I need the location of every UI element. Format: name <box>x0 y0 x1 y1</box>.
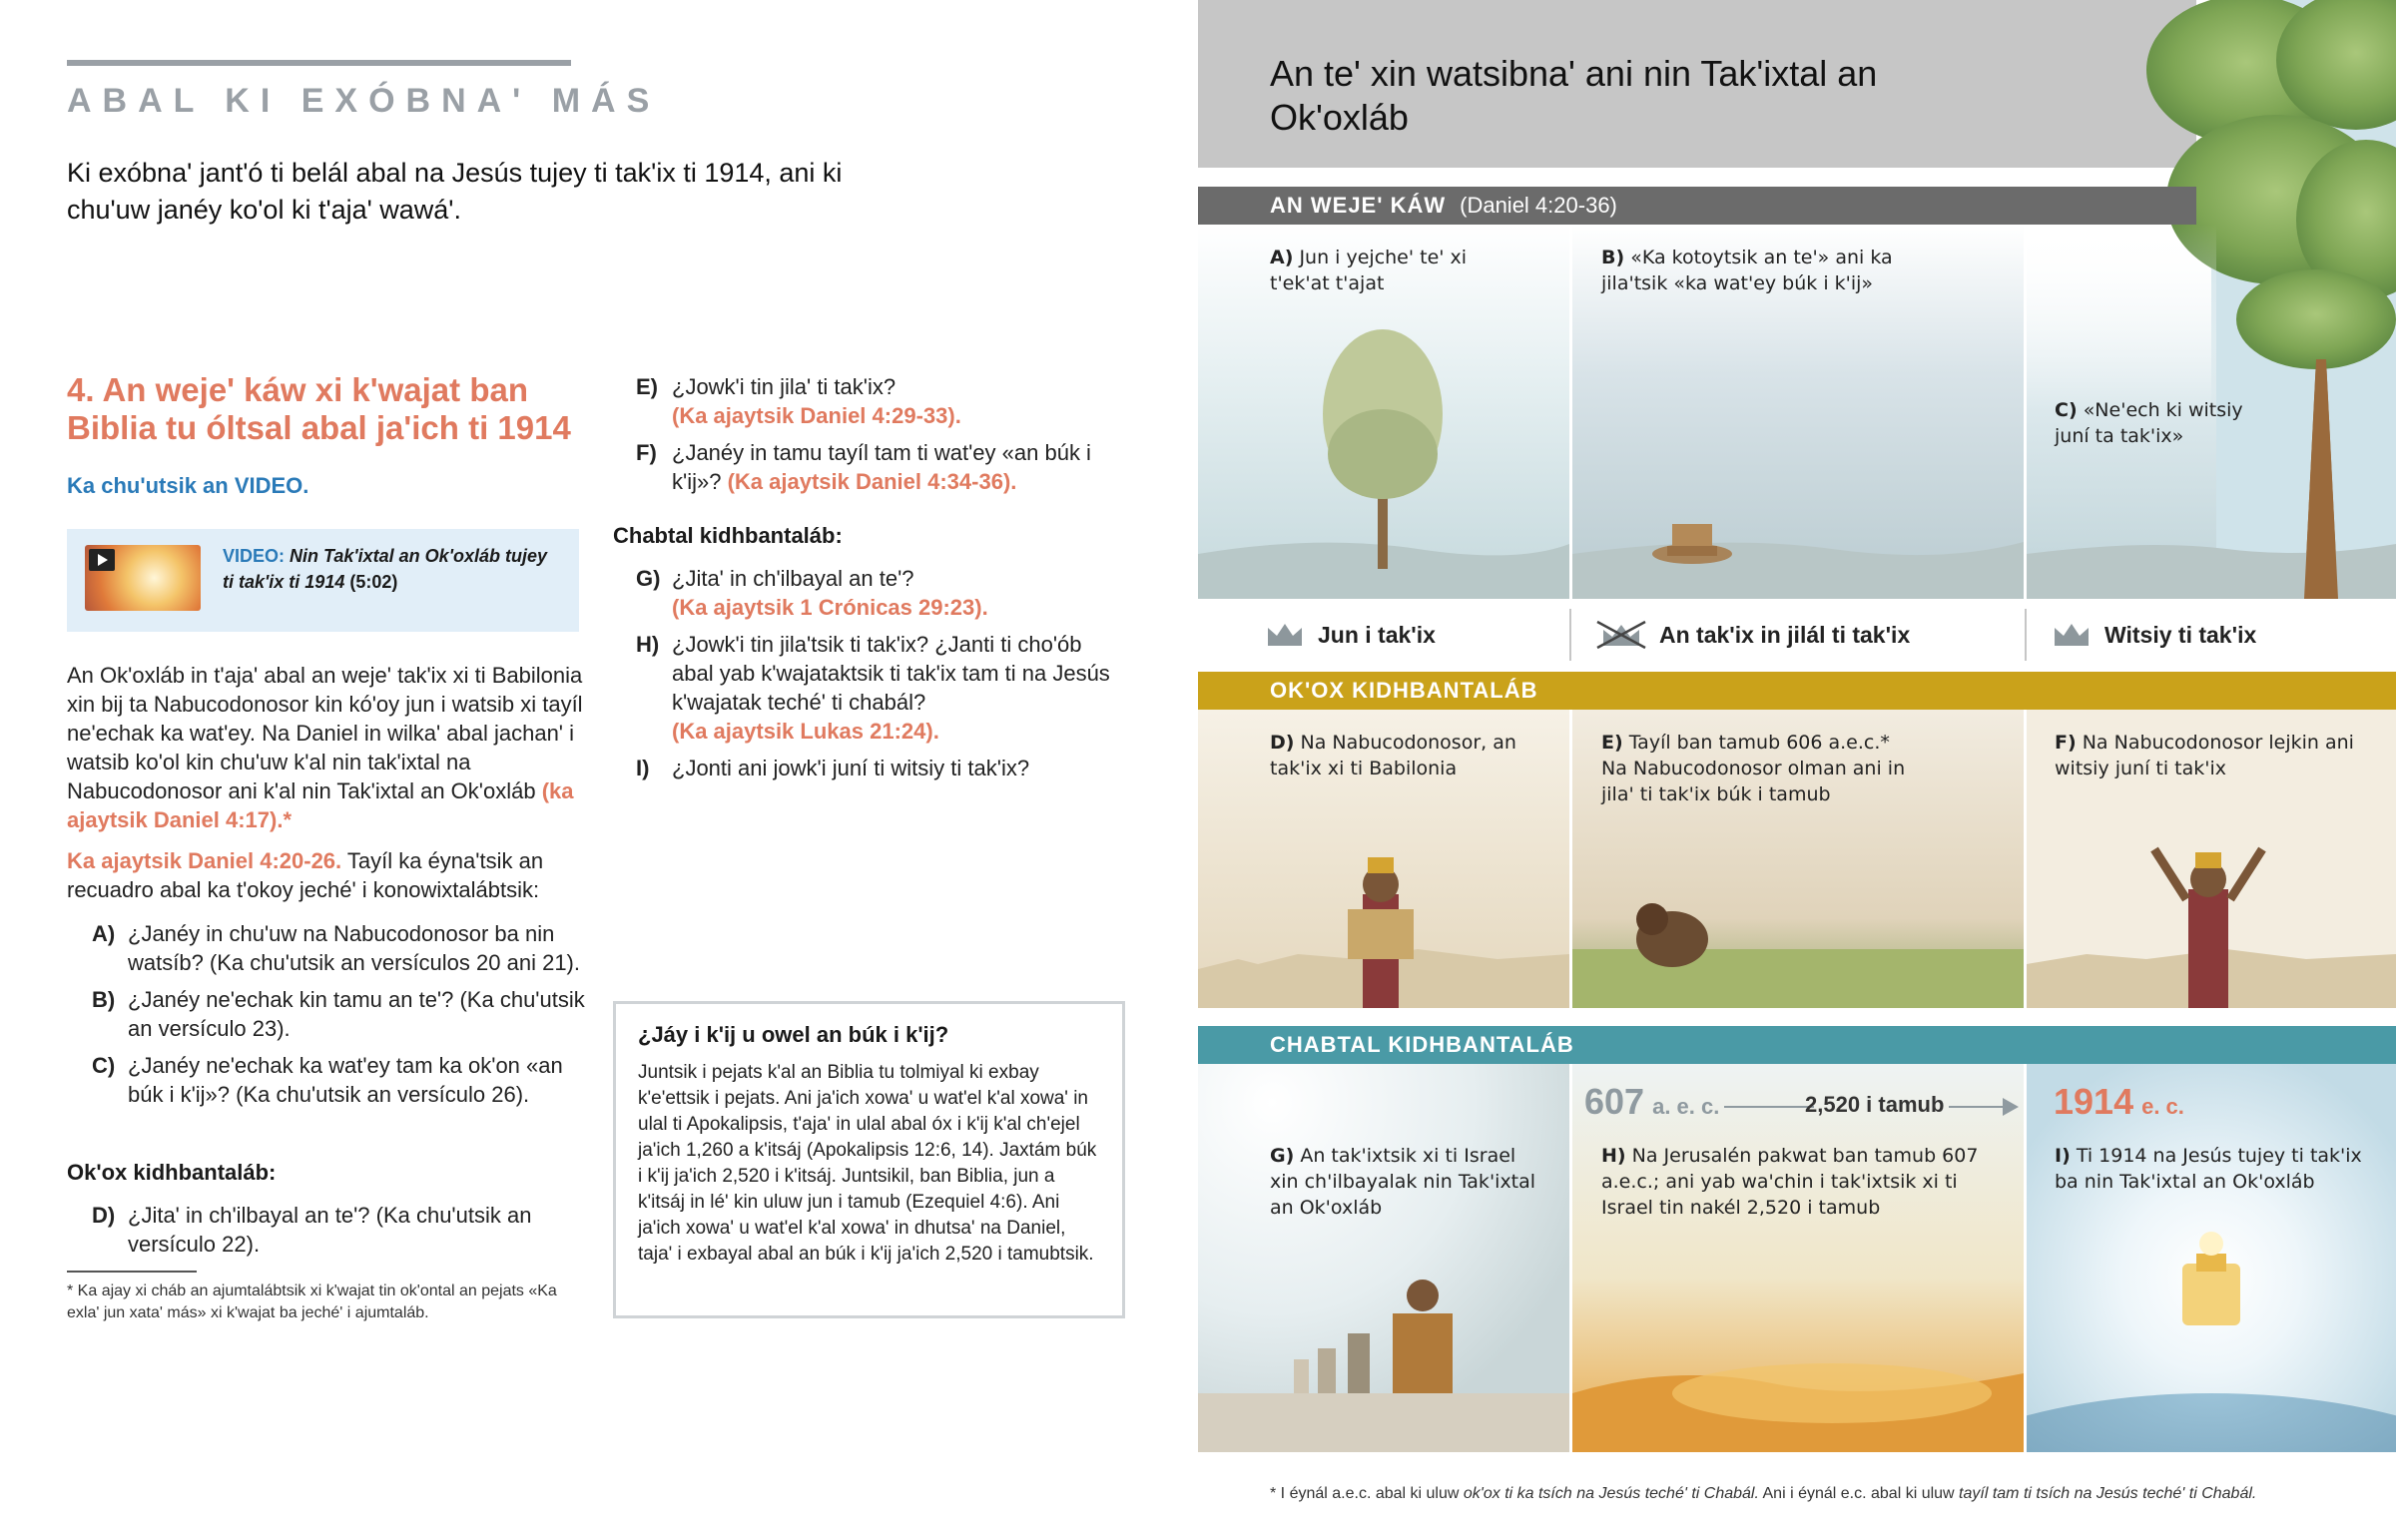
band3-label: CHABTAL KIDHBANTALÁB <box>1270 1032 1574 1057</box>
infographic <box>1198 0 2396 1540</box>
crown-icon <box>1266 622 1304 648</box>
kingship-cell-3 <box>2053 599 2256 671</box>
question-letter: E) <box>636 374 658 399</box>
arrow-right-icon <box>2003 1098 2019 1116</box>
question-item <box>636 754 1115 782</box>
footnote-right-a: * I éynál a.e.c. abal ki uluw <box>1270 1485 1464 1502</box>
question-text <box>672 564 1115 622</box>
question-item <box>92 985 591 1043</box>
footnote-right-b: ok'ox ti ka tsích na Jesús teché' ti Chabál. <box>1463 1485 1759 1502</box>
question-text <box>672 372 1115 430</box>
question-item <box>636 438 1115 496</box>
footnote-rule <box>67 1271 197 1273</box>
video-title[interactable]: Nin Tak'ixtal an Ok'oxláb tujey ti tak'ix ti 1914 <box>223 546 547 592</box>
scripture-ref-daniel-4-20[interactable]: Ka ajaytsik Daniel 4:20-26. <box>67 848 342 873</box>
question-body: ¿Jita' in ch'ilbayal an te'? <box>672 566 914 591</box>
panel-e-caption <box>1601 730 1921 807</box>
year-607: 607 <box>1584 1081 1645 1122</box>
panel-letter: F) <box>2055 732 2077 754</box>
subhead-chabtal: Chabtal kidhbantaláb: <box>613 523 843 548</box>
scripture-ref-daniel-4-17[interactable]: (ka ajaytsik Daniel 4:17).* <box>67 778 574 832</box>
panel-letter: C) <box>2055 399 2078 421</box>
question-text <box>672 438 1115 496</box>
question-letter: G) <box>636 566 661 591</box>
footnote-right-d: tayíl tam ti tsích na Jesús teché' ti Chabál. <box>1959 1485 2257 1502</box>
kingship-cell-1 <box>1266 599 1436 671</box>
question-body: ¿Janéy in tamu tayíl tam ti wat'ey «an búk i k'ij»? <box>672 440 1091 494</box>
panel-text: An tak'ixtsik xi ti Israel xin ch'ilbayalak nin Tak'ixtal an Ok'oxláb <box>1270 1145 1536 1219</box>
kingship-cell-2 <box>1595 599 1910 671</box>
question-item <box>636 630 1115 746</box>
year-607-suffix: a. e. c. <box>1652 1094 1720 1119</box>
kingship-divider <box>2025 609 2027 661</box>
panel-letter: A) <box>1270 247 1294 268</box>
panel-g-caption <box>1270 1143 1539 1221</box>
panel-text: Jun i yejche' te' xi t'ek'at t'ajat <box>1270 247 1468 294</box>
question-letter: D) <box>92 1203 116 1228</box>
play-icon[interactable] <box>89 549 115 571</box>
crossed-crown-icon <box>1595 620 1647 650</box>
panel-letter: G) <box>1270 1145 1295 1167</box>
panel-f-caption <box>2055 730 2354 781</box>
panel-b <box>1572 225 2024 599</box>
panel-text: Na Jerusalén pakwat ban tamub 607 a.e.c.; ani yab wa'chin i tak'ixtsik xi ti Israel tin nakél 2,520 i tamub <box>1601 1145 1979 1219</box>
question-text: ¿Janéy ne'echak ka wat'ey tam ka ok'on «an búk i k'ij»? (Ka chu'utsik an versículo 26). <box>128 1053 563 1107</box>
panel-text: Na Nabucodonosor, an tak'ix xi ti Babilonia <box>1270 732 1516 779</box>
panel-text: Na Nabucodonosor lejkin ani witsiy juní ti tak'ix <box>2055 732 2354 779</box>
year-span-label: 2,520 i tamub <box>1805 1092 1945 1117</box>
panel-f <box>2027 710 2396 1008</box>
panel-a <box>1198 225 1569 599</box>
video-label: VIDEO: <box>223 546 286 566</box>
band-an-weje-kaw <box>1198 187 2196 225</box>
section-top-rule <box>67 60 571 66</box>
footnote-right-c: Ani i éynál e.c. abal ki uluw <box>1758 1485 1960 1502</box>
scripture-ref[interactable]: (Ka ajaytsik Lukas 21:24). <box>672 719 939 744</box>
panel-g <box>1198 1064 1569 1452</box>
question-item <box>92 919 591 977</box>
band-okox <box>1198 672 2396 710</box>
intro-paragraph: Ki exóbna' jant'ó ti belál abal na Jesús tujey ti tak'ix ti 1914, ani ki chu'uw janéy ko'ol ki t'aja' wawá'. <box>67 158 843 225</box>
panel-letter: E) <box>1601 732 1623 754</box>
panel-letter: D) <box>1270 732 1295 754</box>
panel-i-caption <box>2055 1143 2374 1195</box>
body-paragraph-1-text: An Ok'oxláb in t'aja' abal an weje' tak'ix xi ti Babilonia xin bij ta Nabucodonosor kin kó'oy jun i watsib xi tayíl ne'echak ka wat'ey. Na Daniel in wilka' abal jachan' i watsib ko'ol kin chu'uw k'al nin tak'ixtal na Nabucodonosor ani k'al nin Tak'ixtal an Ok'oxláb <box>67 663 583 803</box>
panel-c <box>2027 225 2396 599</box>
panel-a-caption <box>1270 245 1499 296</box>
kingship-label: An tak'ix in jilál ti tak'ix <box>1659 621 1911 648</box>
sidebar-box-body: Juntsik i pejats k'al an Biblia tu tolmiyal ki exbay k'e'ettsik i pejats. Ani ja'ich xowa' u wat'el k'al xowa' in ulal ti Apokalipsis, t'aja' in ulal abal óx i k'ij k'al ch'ejel ja'ich 1,260 a k'itsáj (Apokalipsis 12:6, 14). Jaxtám búk i k'ij ja'ich 2,520 i k'itsáj. Juntsikil, ban Biblia, jun a k'itsáj in lé' kin uluw jun i tamub (Ezequiel 4:6). Ani ja'ich xowa' u wat'el k'al xowa' in dhutsa' na Daniel, taja' i exbayal abal an búk i k'ij ja'ich 2,520 i tamubtsik. <box>638 1062 1097 1265</box>
year-607-label <box>1584 1081 1719 1123</box>
timeline-line <box>1949 1106 2007 1108</box>
question-item <box>92 1201 591 1259</box>
panel-b-caption <box>1601 245 1921 296</box>
panel-text: Tayíl ban tamub 606 a.e.c.* Na Nabucodonosor olman ani in jila' ti tak'ix búk i tamub <box>1601 732 1906 805</box>
question-body: ¿Jowk'i tin jila'tsik ti tak'ix? ¿Janti ti cho'ób abal yab k'wajataktsik ti tak'ix tam ti na Jesús k'wajatak teché' ti chabál? <box>672 632 1110 715</box>
video-thumbnail[interactable] <box>85 545 201 611</box>
question-list-ef <box>636 372 1115 504</box>
panel-text: «Ne'ech ki witsiy juní ta tak'ix» <box>2055 399 2243 447</box>
sidebar-box <box>613 1001 1125 1318</box>
panel-h-caption <box>1601 1143 2001 1221</box>
scripture-ref[interactable]: (Ka ajaytsik Daniel 4:34-36). <box>727 469 1017 494</box>
scripture-ref[interactable]: (Ka ajaytsik 1 Crónicas 29:23). <box>672 595 988 620</box>
panel-letter: H) <box>1601 1145 1626 1167</box>
band1-label: AN WEJE' KÁW <box>1270 193 1447 218</box>
panel-letter: B) <box>1601 247 1625 268</box>
question-item <box>636 372 1115 430</box>
question-text: ¿Jita' in ch'ilbayal an te'? (Ka chu'utsik an versículo 22). <box>128 1203 532 1257</box>
panel-letter: I) <box>2055 1145 2071 1167</box>
panel-e <box>1572 710 2024 1008</box>
band1-ref[interactable]: (Daniel 4:20-36) <box>1460 193 1617 218</box>
question-letter: H) <box>636 632 660 657</box>
panel-text: «Ka kotoytsik an te'» ani ka jila'tsik «ka wat'ey búk i k'ij» <box>1601 247 1893 294</box>
panel-text: Ti 1914 na Jesús tujey ti tak'ix ba nin Tak'ixtal an Ok'oxláb <box>2055 1145 2362 1193</box>
kingship-label: Witsiy ti tak'ix <box>2104 621 2257 648</box>
year-1914: 1914 <box>2054 1081 2134 1122</box>
panel-d-caption <box>1270 730 1529 781</box>
question-list-abc <box>92 919 591 1117</box>
subhead-okox: Ok'ox kidhbantaláb: <box>67 1160 277 1185</box>
question-text <box>672 630 1115 746</box>
body-paragraph-2 <box>67 846 586 904</box>
kingship-label: Jun i tak'ix <box>1318 621 1436 648</box>
question-list-d <box>92 1201 591 1267</box>
video-duration: (5:02) <box>349 572 398 592</box>
panel-g-art <box>1198 1064 1569 1452</box>
question-letter: F) <box>636 440 657 465</box>
video-caption[interactable] <box>223 543 562 595</box>
question-list-ghi <box>636 564 1115 790</box>
question-letter: B) <box>92 987 116 1012</box>
watch-video-prompt: Ka chu'utsik an VIDEO. <box>67 473 309 498</box>
sidebar-box-title: ¿Jáy i k'ij u owel an búk i k'ij? <box>638 1022 949 1047</box>
question-letter: C) <box>92 1053 116 1078</box>
section-label: ABAL KI EXÓBNA' MÁS <box>67 82 661 120</box>
panel-d <box>1198 710 1569 1008</box>
crown-icon <box>2053 622 2091 648</box>
kingship-row <box>1198 599 2396 671</box>
body-paragraph-2-text: Tayíl ka éyna'tsik an recuadro abal ka t'okoy jeché' i konowixtalábtsik: <box>67 848 544 902</box>
question-text: ¿Janéy ne'echak kin tamu an te'? (Ka chu'utsik an versículo 23). <box>128 987 585 1041</box>
question-item <box>92 1051 591 1109</box>
footnote-right <box>1270 1485 2368 1503</box>
question-item <box>636 564 1115 622</box>
question-text: ¿Jonti ani jowk'i juní ti witsiy ti tak'ix? <box>672 756 1030 780</box>
year-1914-suffix: e. c. <box>2141 1094 2184 1119</box>
timeline-line <box>1724 1106 1814 1108</box>
question-body: ¿Jowk'i tin jila' ti tak'ix? <box>672 374 897 399</box>
question-letter: A) <box>92 921 116 946</box>
year-1914-label <box>2054 1081 2184 1123</box>
video-card[interactable] <box>67 529 579 632</box>
question-text: ¿Janéy in chu'uw na Nabucodonosor ba nin watsíb? (Ka chu'utsik an versículos 20 ani 21). <box>128 921 580 975</box>
panel-c-caption <box>2055 397 2254 449</box>
infographic-title: An te' xin watsibna' ani nin Tak'ixtal an Ok'oxláb <box>1270 53 1878 138</box>
question-letter: I) <box>636 756 650 780</box>
band2-label: OK'OX KIDHBANTALÁB <box>1270 678 1538 703</box>
body-paragraph-1 <box>67 661 586 834</box>
band-chabtal <box>1198 1026 2396 1064</box>
footnote-left: * Ka ajay xi cháb an ajumtalábtsik xi k'wajat tin ok'ontal an pejats «Ka exla' jun xata' más» xi k'wajat ba jeché' i ajumtaláb. <box>67 1283 557 1321</box>
lesson-heading: 4. An weje' káw xi k'wajat ban Biblia tu óltsal abal ja'ich ti 1914 <box>67 371 571 446</box>
scripture-ref[interactable]: (Ka ajaytsik Daniel 4:29-33). <box>672 403 961 428</box>
kingship-divider <box>1569 609 1571 661</box>
